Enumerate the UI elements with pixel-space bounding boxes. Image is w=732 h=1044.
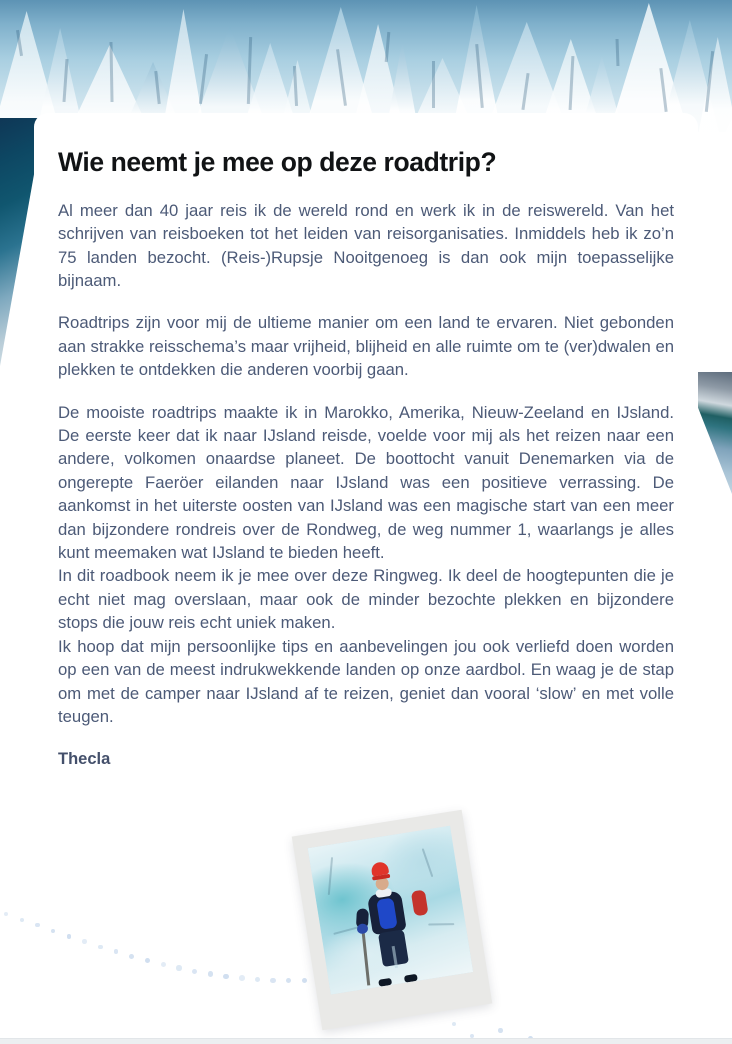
author-signature: Thecla xyxy=(58,750,111,769)
trail-dot xyxy=(208,971,213,976)
trail-dot xyxy=(145,958,150,963)
trail-dot xyxy=(114,949,119,954)
trail-dot xyxy=(286,978,291,983)
trail-dot xyxy=(270,978,275,983)
trail-dot xyxy=(82,939,87,944)
crevasse-streak xyxy=(432,61,435,108)
closing-paragraph: Ik hoop dat mijn persoonlijke tips en aanbevelingen jou ook verliefd doen worden op een van de meest indrukwekkende landen op onze aardbol. En waag je de stap om met de camper naar IJsland af te reizen, geniet dan vooral ‘slow’ en met volle teugen. xyxy=(58,636,674,726)
polaroid-glacier-hiker xyxy=(306,822,496,1034)
trail-dot xyxy=(223,974,228,979)
trail-dot xyxy=(176,965,181,970)
trail-dot xyxy=(51,929,55,933)
iceland-paragraph: De mooiste roadtrips maakte ik in Marokko, Amerika, Nieuw-Zeeland en IJsland. De eerste keer dat ik naar IJsland reisde, voelde voor mij als het reizen naar een andere, volkomen onaardse planeet. De boottocht vanuit Denemarken via de ongerepte Faeröer eilanden naar IJsland was een positieve verrassing. De aankomst in het uiterste oosten van IJsland was een magische start van een meer dan bijzondere rondreis over de Rondweg, de weg nummer 1, waarlangs je alles kunt meemaken wat IJsland te bieden heeft. xyxy=(58,402,674,563)
trail-dot xyxy=(35,923,39,927)
content-card xyxy=(34,113,698,813)
page-bottom-edge xyxy=(0,1038,732,1044)
trail-dot xyxy=(161,962,166,967)
roadbook-paragraph: In dit roadbook neem ik je mee over deze Ringweg. Ik deel de hoogtepunten die je echt niet mag overslaan, maar ook de minder bezochte plekken en bijzondere stops die jouw reis echt uniek maken. xyxy=(58,566,674,633)
roadtrips-paragraph: Roadtrips zijn voor mij de ultieme manier om een land te ervaren. Niet gebonden aan strakke reisschema’s maar vrijheid, blijheid en alle ruimte om te (ver)dwalen en plekken te ontdekken die anderen voorbij gaan. xyxy=(58,313,674,380)
page-title: Wie neemt je mee op deze roadtrip? xyxy=(58,147,497,177)
trail-dot xyxy=(67,934,71,938)
trail-dot xyxy=(20,918,24,922)
intro-paragraph: Al meer dan 40 jaar reis ik de wereld rond en werk ik in de reiswereld. Van het schrijven van reisboeken tot het leiden van reisorganisaties. Inmiddels heb ik zo’n 75 landen bezocht. (Reis-)Rupsje Nooitgenoeg is dan ook mijn toepasselijke bijnaam. xyxy=(58,200,674,291)
trail-dot xyxy=(129,954,134,959)
trail-dot xyxy=(498,1028,503,1033)
trail-dot xyxy=(98,945,103,950)
trail-dot xyxy=(192,969,197,974)
polaroid-photo xyxy=(308,826,473,995)
polaroid-frame xyxy=(292,810,493,1030)
trail-dot xyxy=(239,975,245,981)
trail-dot xyxy=(255,977,260,982)
ice-crack xyxy=(428,923,454,925)
trail-dot xyxy=(4,912,8,916)
